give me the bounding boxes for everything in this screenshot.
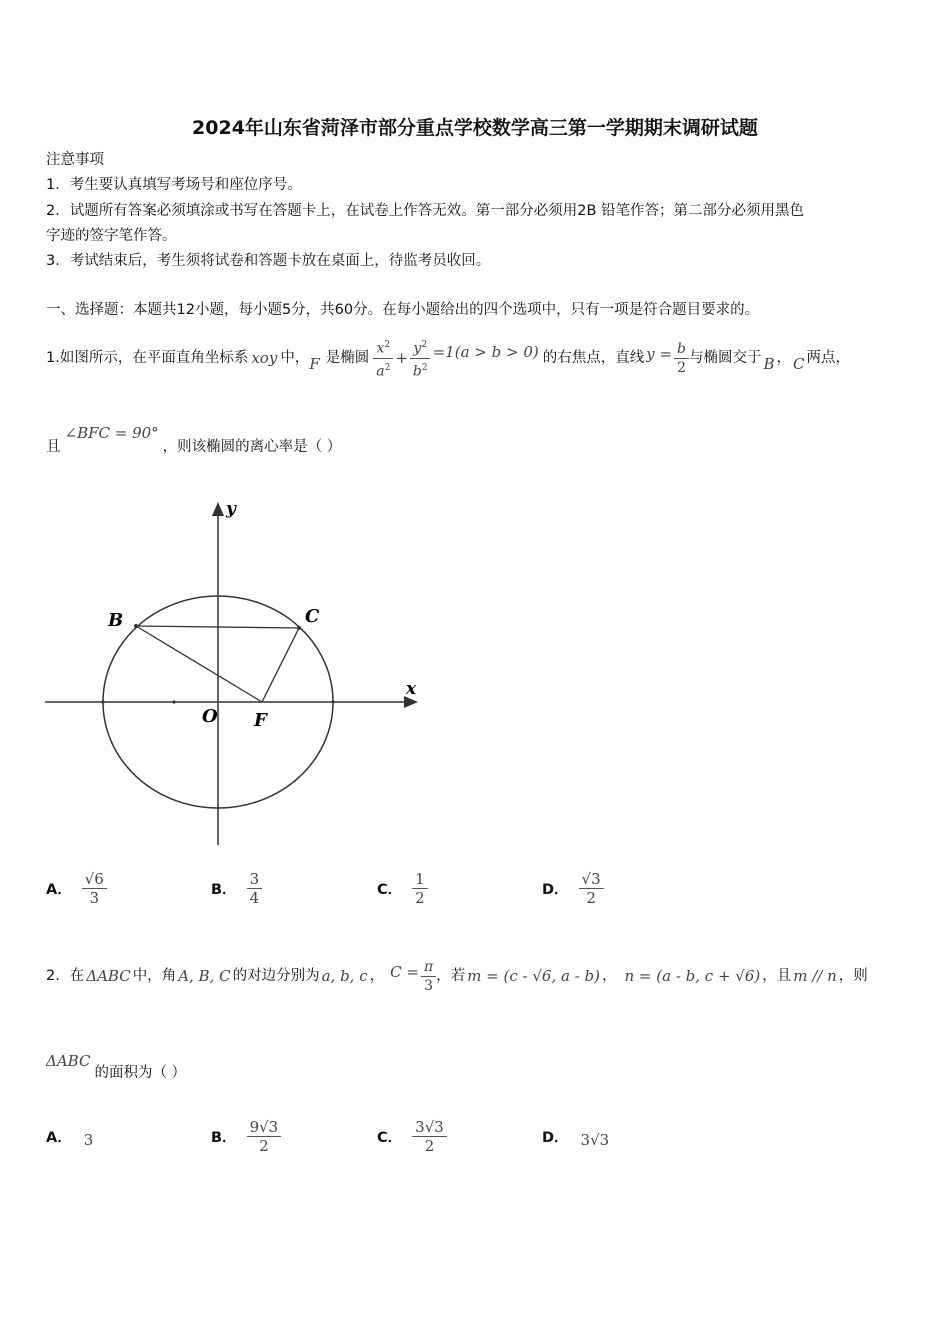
q1-option-a-label: A． <box>46 882 72 898</box>
q2-tri2: ΔABC <box>46 1052 91 1070</box>
q2-m-vec: m = (c - √6, a - b) <box>467 966 600 985</box>
q2-text-4: ，若 <box>436 967 466 984</box>
q2-option-a-value: 3 <box>83 1131 94 1149</box>
q1-text-2: 中， <box>280 350 310 366</box>
q1-text-3: 是椭圆 <box>325 350 370 366</box>
segment-CF <box>262 628 299 702</box>
ellipse-y-sup: 2 <box>421 340 428 351</box>
q2-option-d-value: 3√3 <box>580 1131 610 1149</box>
q1-stem-line2 <box>46 420 341 460</box>
q2-option-c[interactable] <box>377 1112 447 1160</box>
q2-text-5: ，且 <box>762 967 792 984</box>
q1-option-d[interactable] <box>542 870 604 907</box>
q1-text-1: 1.如图所示，在平面直角坐标系 <box>46 350 249 366</box>
label-O: O <box>202 706 218 727</box>
label-F: F <box>254 710 267 731</box>
segment-BF <box>136 626 262 702</box>
q2-option-a-label: A． <box>46 1129 72 1146</box>
label-B: B <box>108 610 124 631</box>
q1-option-a-num: √6 <box>82 870 107 889</box>
ellipse-figure <box>40 490 440 850</box>
q1-option-b-num: 3 <box>247 870 263 889</box>
notice-item-3: 3．考试结束后，考生须将试卷和答题卡放在桌面上，待监考员收回。 <box>46 253 491 269</box>
line-frac <box>674 340 689 377</box>
ellipse-b-sup: 2 <box>421 363 428 373</box>
q2-option-b[interactable] <box>211 1112 281 1160</box>
q2-option-b-frac <box>247 1118 282 1155</box>
q1-text-5: 与椭圆交于 <box>689 350 762 366</box>
q1-option-d-num: √3 <box>579 870 604 889</box>
notice-heading: 注意事项 <box>46 152 104 168</box>
q2-option-b-num: 9√3 <box>247 1118 282 1137</box>
q2-option-c-den: 2 <box>424 1136 435 1155</box>
line-num: b <box>674 340 689 359</box>
q2-comma: ， <box>369 967 385 984</box>
label-C: C <box>305 606 320 627</box>
label-y: y <box>226 499 236 519</box>
ellipse-rhs: =1(a > b > 0) <box>432 343 539 361</box>
q1-text-6: 两点， <box>806 350 851 366</box>
q2-angles: A, B, C <box>178 966 231 985</box>
q2-option-b-den: 2 <box>259 1136 269 1155</box>
ellipse-y: y <box>413 341 422 357</box>
ellipse-a: a <box>376 363 385 380</box>
q2-comma2: ， <box>601 967 617 984</box>
q1-option-c-num: 1 <box>412 870 428 889</box>
ellipse-frac-x <box>373 336 393 380</box>
q2-C-eq: C = <box>390 962 419 981</box>
ellipse-a-sup: 2 <box>384 363 391 373</box>
q2-option-d-label: D． <box>542 1129 569 1146</box>
right-vertex-dot <box>331 700 334 703</box>
q2-tri: ΔABC <box>86 966 131 985</box>
q2-option-b-label: B． <box>211 1129 237 1146</box>
q2-text-7: 的面积为（ ） <box>94 1065 187 1081</box>
q1-option-a-den: 3 <box>89 889 100 907</box>
q1-F: F <box>309 355 320 373</box>
q2-option-d[interactable] <box>542 1112 609 1160</box>
q2-C-num: π <box>421 958 436 977</box>
q1-option-d-label: D． <box>542 882 569 898</box>
q2-C-frac <box>421 958 436 995</box>
q1-option-a-frac <box>82 870 107 907</box>
q2-text-6: ，则 <box>838 967 868 984</box>
q1-option-a[interactable] <box>46 870 107 907</box>
ellipse-frac-y <box>410 336 431 380</box>
q2-sides: a, b, c <box>321 966 368 985</box>
ellipse-x-sup: 2 <box>384 340 391 351</box>
left-focus-dot <box>172 700 175 703</box>
section-heading: 一、选择题：本题共12小题，每小题5分，共60分。在每小题给出的四个选项中，只有一项是符合题目要求的。 <box>46 302 760 318</box>
point-B <box>134 624 138 628</box>
q1-text-8: ，则该椭圆的离心率是（ ） <box>162 439 342 455</box>
q1-C: C <box>793 355 805 373</box>
q1-B: B <box>763 355 775 373</box>
label-x: x <box>406 679 417 699</box>
q1-option-c-frac <box>412 870 428 907</box>
q1-text-4: 的右焦点，直线 <box>542 350 645 366</box>
q2-text-3: 的对边分别为 <box>232 967 320 984</box>
q1-xoy: xoy <box>251 349 278 367</box>
q2-text-2: 中，角 <box>132 967 177 984</box>
q2-parallel: m // n <box>793 966 837 985</box>
line-den: 2 <box>677 360 686 376</box>
q2-option-c-label: C． <box>377 1129 403 1146</box>
q2-n-vec: n = (a - b, c + √6) <box>624 966 761 985</box>
ellipse-b: b <box>412 363 422 380</box>
q1-stem-line1 <box>46 336 850 381</box>
q2-option-a[interactable] <box>46 1112 93 1160</box>
point-C <box>297 626 301 630</box>
notice-item-2-cont: 字迹的签字笔作答。 <box>46 228 177 244</box>
q2-option-c-frac <box>412 1118 447 1155</box>
q1-option-d-den: 2 <box>586 889 596 907</box>
q1-option-c-den: 2 <box>415 889 425 907</box>
q1-text-7: 且 <box>46 439 61 455</box>
q1-angle: ∠BFC = 90° <box>64 424 159 442</box>
q1-option-c[interactable] <box>377 870 428 907</box>
q1-option-b-den: 4 <box>249 889 260 907</box>
y-axis-arrow <box>212 502 224 516</box>
q1-option-b-frac <box>247 870 263 907</box>
ellipse-plus: + <box>395 349 408 367</box>
q2-stem-line1 <box>46 952 916 1000</box>
ellipse-x: x <box>376 341 385 357</box>
line-y: y = <box>646 345 673 363</box>
page-title: 2024年山东省菏泽市部分重点学校数学高三第一学期期末调研试题 <box>192 117 758 139</box>
q1-option-b[interactable] <box>211 870 262 907</box>
q1-option-d-frac <box>579 870 604 907</box>
q1-option-c-label: C． <box>377 882 403 898</box>
q2-text-1: 2．在 <box>46 967 85 984</box>
notice-item-1: 1．考生要认真填写考场号和座位序号。 <box>46 177 302 193</box>
left-vertex-dot <box>101 700 104 703</box>
q1-sep: ， <box>776 350 792 366</box>
q2-C-den: 3 <box>424 977 434 994</box>
notice-item-2: 2．试题所有答案必须填涂或书写在答题卡上，在试卷上作答无效。第一部分必须用2B 铅笔作答；第二部分必须用黑色 <box>46 203 805 219</box>
q2-option-c-num: 3√3 <box>412 1118 447 1137</box>
q2-stem-line2 <box>46 1050 186 1086</box>
q1-option-b-label: B． <box>211 882 237 898</box>
